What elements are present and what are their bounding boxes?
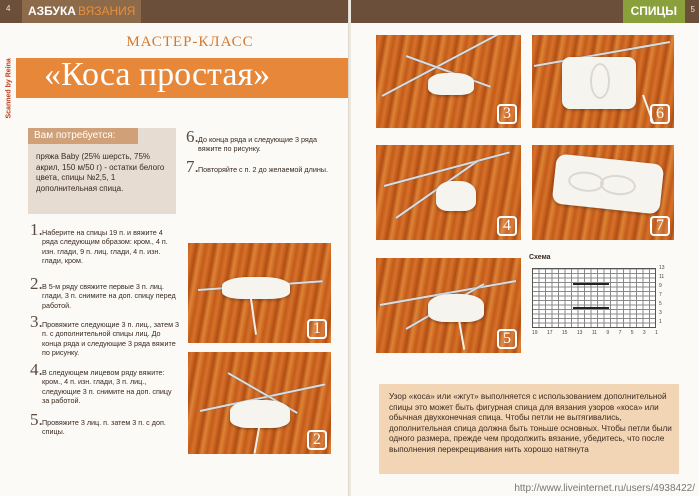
scheme-row-numbers: 13 11 9 7 5 3 1 xyxy=(659,265,665,325)
photo-number-badge: 4 xyxy=(497,216,517,236)
knitting-scheme-grid xyxy=(532,268,656,328)
scheme-label: Схема xyxy=(529,254,551,261)
step-number: 6. xyxy=(186,127,199,146)
brand-name: АЗБУКА xyxy=(28,4,76,18)
source-url[interactable]: http://www.liveinternet.ru/users/4938422/ xyxy=(514,483,695,494)
header-strip xyxy=(351,0,699,23)
materials-heading: Вам потребуется: xyxy=(28,128,138,144)
scheme-cross-mark xyxy=(573,307,609,309)
left-page xyxy=(0,0,349,496)
step-photo-7 xyxy=(532,145,674,240)
step-text: В следующем лицевом ряду вяжите: кром., 4 п. изн. глади, 3 п. лиц., следующие 3 п. снимите на доп. спицу за работой. xyxy=(42,368,172,405)
step-number: 4. xyxy=(30,360,43,379)
step-text: В 5-м ряду свяжите первые 3 п. лиц. глади, 3 п. снимите на доп. спицу перед работой. xyxy=(42,282,176,310)
step-3 xyxy=(30,312,180,357)
finished-braid-piece xyxy=(552,153,665,214)
scanned-by-watermark: Scanned by Reina xyxy=(5,58,13,119)
step-photo-4 xyxy=(376,145,521,240)
page-number: 4 xyxy=(6,4,11,13)
step-7 xyxy=(186,157,336,176)
knitted-piece xyxy=(428,294,484,322)
photo-number-badge: 1 xyxy=(307,319,327,339)
materials-text: пряжа Baby (25% шерсть, 75% акрил, 150 м/50 г) - остатки белого цвета, спицы №2,5, 1 дополнительная спица. xyxy=(36,152,165,193)
right-page xyxy=(351,0,699,496)
step-6 xyxy=(186,127,336,154)
photo-number-badge: 5 xyxy=(497,329,517,349)
step-number: 2. xyxy=(30,274,43,293)
brand-logo xyxy=(22,0,141,23)
photo-number-badge: 3 xyxy=(497,104,517,124)
step-text: Наберите на спицы 19 п. и вяжите 4 ряда следующим образом: кром., 4 п. изн. глади, 9 п. лиц. глади, 4 п. изн. глади, кром. xyxy=(42,228,168,265)
step-number: 7. xyxy=(186,157,199,176)
photo-number-badge: 6 xyxy=(650,104,670,124)
step-4 xyxy=(30,360,180,405)
step-photo-5 xyxy=(376,258,521,353)
knitted-piece xyxy=(562,57,636,109)
step-text: Провяжите следующие 3 п. лиц., затем 3 п. с дополнительной спицы лиц. До конца ряда и следующие 3 ряда вяжите по рисунку. xyxy=(42,320,180,357)
knitted-piece xyxy=(230,400,290,428)
step-photo-1 xyxy=(188,243,331,343)
step-photo-3 xyxy=(376,35,521,128)
step-text: Повторяйте с п. 2 до желаемой длины. xyxy=(198,165,328,174)
section-tab: СПИЦЫ xyxy=(623,0,685,23)
step-number: 5. xyxy=(30,410,43,429)
step-5 xyxy=(30,410,180,437)
yarn xyxy=(250,299,257,335)
scheme-column-numbers: 19 17 15 13 11 9 7 5 3 1 xyxy=(532,330,658,336)
tip-text: Узор «коса» или «жгут» выполняется с использованием дополнительной спицы это может быть фигурная спица для вязания узоров «коса» или обычная двухконечная спица. Чтобы петли не вытягивались, дополнительная спица должна быть тоньше основных. Чтобы петли были одного размера, прежде чем продолжить вязание, убедитесь, что после выполнения перекрещивания нить хорошо натянута xyxy=(389,392,672,454)
scheme-cross-mark xyxy=(573,283,609,285)
brand-subname: ВЯЗАНИЯ xyxy=(77,4,136,18)
photo-number-badge: 7 xyxy=(650,216,670,236)
page-number: 5 xyxy=(690,5,695,14)
step-2 xyxy=(30,274,180,310)
step-number: 1. xyxy=(30,220,43,239)
knitted-piece xyxy=(428,73,474,95)
step-photo-2 xyxy=(188,352,331,454)
yarn xyxy=(254,428,260,454)
knitted-piece xyxy=(222,277,290,299)
step-text: До конца ряда и следующие 3 ряда вяжите по рисунку. xyxy=(198,135,317,154)
step-1 xyxy=(30,220,180,265)
step-number: 3. xyxy=(30,312,43,331)
photo-number-badge: 2 xyxy=(307,430,327,450)
step-photo-6 xyxy=(532,35,674,128)
knitted-piece xyxy=(436,181,476,211)
page-title: «Коса простая» xyxy=(44,56,271,93)
step-text: Провяжите 3 лиц. п. затем 3 п. с доп. спицы. xyxy=(42,418,166,437)
header-strip xyxy=(0,0,349,23)
yarn xyxy=(458,320,465,350)
master-class-label: МАСТЕР-КЛАСС xyxy=(126,34,254,50)
